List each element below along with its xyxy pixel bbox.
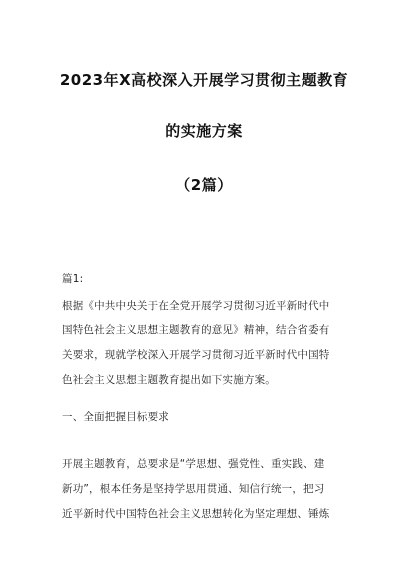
paragraph-2-line: 开展主题教育，总要求是“学思想、强党性、重实践、建: [62, 458, 325, 470]
paragraph-1-line: 根据《中共中央关于在全党开展学习贯彻习近平新时代中: [62, 300, 330, 312]
section-heading: 一、全面把握目标要求: [62, 411, 169, 423]
paragraph-1-line: 国特色社会主义思想主题教育的意见》精神，结合省委有: [62, 324, 330, 336]
paragraph-2-line: 近平新时代中国特色社会主义思想转化为坚定理想、锤炼: [62, 508, 330, 520]
section-label: 篇1:: [62, 273, 84, 285]
document-title-line-2: 的实施方案: [165, 122, 243, 140]
paragraph-1-line: 关要求，现就学校深入开展学习贯彻习近平新时代中国特: [62, 349, 330, 361]
paragraph-2-line: 新功”，根本任务是坚持学思用贯通、知信行统一，把习: [62, 483, 325, 495]
document-title-line-3: （2篇）: [175, 176, 233, 194]
paragraph-1-line: 色社会主义思想主题教育提出如下实施方案。: [62, 374, 276, 386]
document-title-line-1: 2023年X高校深入开展学习贯彻主题教育: [59, 71, 349, 89]
